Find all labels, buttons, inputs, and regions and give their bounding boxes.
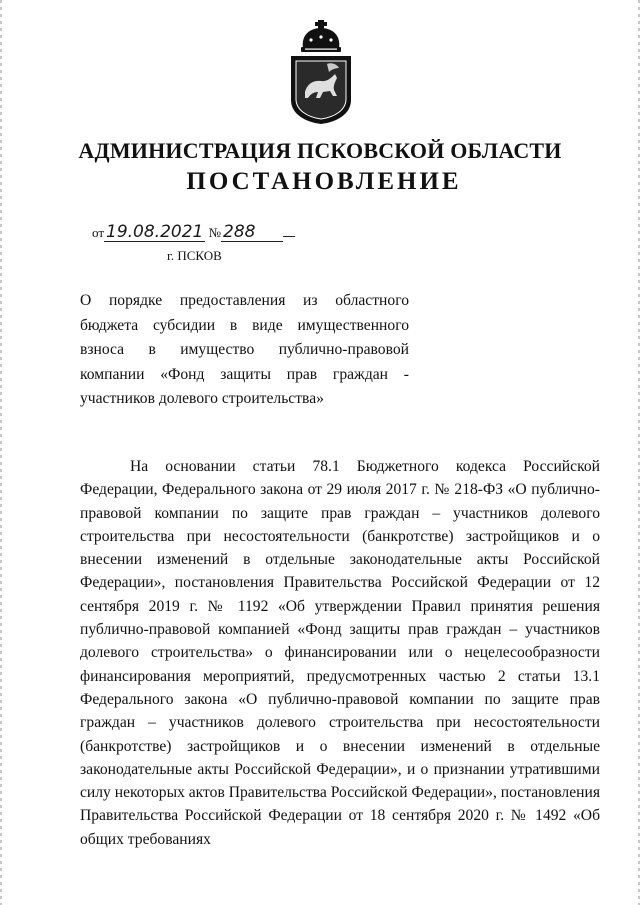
number-underline <box>283 222 295 237</box>
handwritten-number: 288 <box>221 223 283 242</box>
coat-of-arms-icon <box>283 18 359 126</box>
document-type: ПОСТАНОВЛЕНИЕ <box>186 168 462 195</box>
handwritten-date: 19.08.2021 <box>106 222 204 242</box>
number-prefix: № <box>208 225 222 240</box>
organization-name: АДМИНИСТРАЦИЯ ПСКОВСКОЙ ОБЛАСТИ <box>78 138 562 163</box>
date-prefix: от <box>92 225 105 240</box>
registration-line <box>92 222 295 242</box>
city-name: г. ПСКОВ <box>167 248 222 263</box>
document-subject: О порядке предоставления из областного бюджета субсидии в виде имущественного взноса в имущество публично-правовой компании «Фонд защиты прав граждан - участников долевого строительства» <box>80 292 409 408</box>
scan-edge-left <box>0 0 2 905</box>
body-paragraph: На основании статьи 78.1 Бюджетного кодекса Российской Федерации, Федерального закона от 29 июля 2017 г. № 218-ФЗ «О публично-правовой компании по защите прав граждан – участников долевого строительства при несостоятельности (банкротстве) застройщиков и о внесении изменений в отдельные законодательные акты Российской Федерации», постановления Правительства Российской Федерации от 12 сентября 2019 г. № 1192 «Об утверждении Правил принятия решения публично-правовой компанией «Фонд защиты прав граждан – участников долевого строительства» о финансировании или о нецелесообразности финансирования мероприятий, предусмотренных частью 2 статьи 13.1 Федерального закона «О публично-правовой компании по защите прав граждан – участников долевого строительства при несостоятельности (банкротстве) застройщиков и о внесении изменений в отдельные законодательные акты Российской Федерации», и о признании утратившими силу некоторых актов Правительства Российской Федерации», постановления Правительства Российской Федерации от 18 сентября 2020 г. № 1492 «Об общих требованиях <box>80 458 600 848</box>
